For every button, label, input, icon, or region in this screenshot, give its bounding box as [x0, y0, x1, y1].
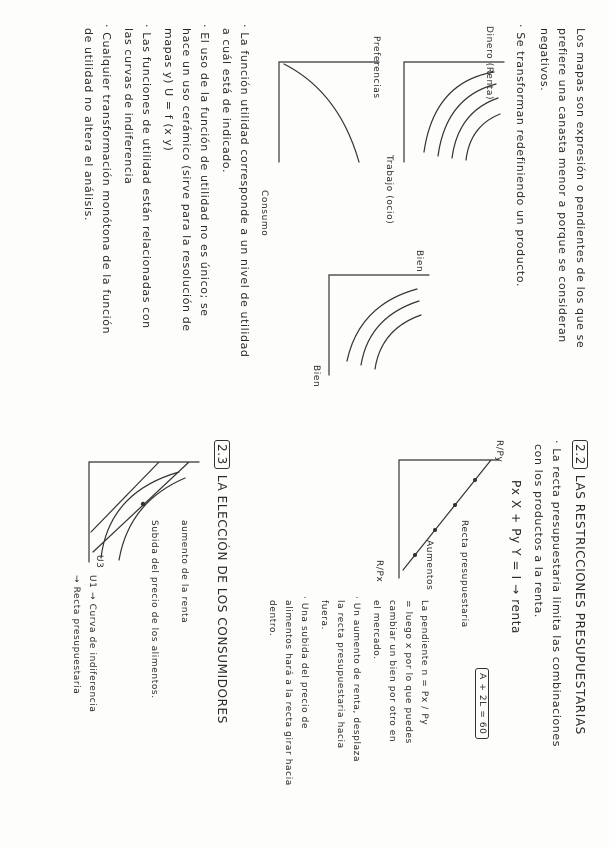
section-title: LA ELECCIÓN DE LOS CONSUMIDORES — [215, 474, 229, 724]
text-line: de utilidad no altera el análisis. — [82, 28, 95, 222]
graph-label: U3 — [94, 555, 104, 569]
graph-legend: → Recta presupuestaria — [71, 575, 81, 695]
graph-axis-label: R/Py — [494, 440, 504, 463]
text-line: · Una subida del precio de — [299, 596, 309, 729]
text-line: prefiere una canasta menor a porque se consideran — [556, 28, 569, 343]
graph-axis-label: Consumo — [259, 190, 269, 237]
text-line: · La función utilidad corresponde a un nivel de utilidad — [238, 24, 251, 358]
text-line: · El uso de la función de utilidad no es único; se — [198, 24, 211, 317]
text-line: hace un uso cerámico (sirve para la resolución de — [180, 28, 193, 332]
text-line: · Se transforman redefiniendo un producto. — [514, 24, 527, 287]
graph-axis-label: Bien — [414, 250, 424, 273]
section-title: LAS RESTRICCIONES PRESUPUESTARIAS — [573, 474, 587, 735]
section-number: 2.2 — [572, 440, 588, 469]
text-line: cambiar un bien por otro en — [387, 600, 397, 743]
graph-axis-label: Bien — [311, 365, 321, 388]
section-heading — [573, 440, 587, 735]
text-line: mapas y) U = f (x y) — [162, 28, 175, 152]
graph-legend: U1 → Curva de indiferencia — [87, 575, 97, 713]
graph-annotation: Recta presupuestaria — [459, 520, 469, 628]
utility-curve-graph — [269, 52, 379, 172]
text-line: a cuál está de indicado. — [220, 28, 233, 174]
budget-line-graph — [389, 450, 499, 580]
text-line: · La recta presupuestaria limita las combinaciones — [550, 440, 563, 747]
text-line: dentro. — [267, 600, 277, 637]
graph-annotation: Subida del precio de los alimentos. — [149, 520, 159, 699]
text-line: · Un aumento de renta, desplaza — [351, 596, 361, 762]
text-line: con los productos a la renta. — [532, 444, 545, 619]
text-line: alimentos hará a la recta girar hacia — [283, 600, 293, 786]
goods-curves-graph — [319, 265, 429, 375]
formula: Px X + Py Y = I → renta — [509, 480, 523, 634]
text-line: las curvas de indiferencia — [122, 28, 135, 185]
graph-axis-label: Preferencias — [371, 36, 381, 99]
section-heading — [215, 440, 229, 724]
graph-axis-label: R/Px — [374, 560, 384, 583]
text-line: la recta presupuestaria hacia — [335, 600, 345, 749]
graph-axis-label: Trabajo (ocio) — [384, 155, 394, 225]
graph-axis-label: Dinero (Renta) — [484, 26, 494, 101]
text-line: La pendiente n = Px / Py — [419, 600, 429, 726]
text-line: negativos. — [538, 28, 551, 92]
text-line: = luego x por lo que puedes — [403, 600, 413, 744]
equation-box: A + 2L = 60 — [475, 668, 489, 739]
section-number: 2.3 — [214, 440, 230, 469]
text-line: · Las funciones de utilidad están relacionadas con — [140, 24, 153, 329]
text-line: Los mapas son expresión o pendientes de los que se — [574, 28, 587, 349]
graph-annotation: Aumentos — [424, 540, 434, 591]
text-line: fuera. — [319, 600, 329, 631]
graph-annotation: aumento de la renta — [179, 520, 189, 624]
text-line: · Cualquier transformación monótona de la función — [100, 24, 113, 334]
text-line: el mercado. — [371, 600, 381, 660]
